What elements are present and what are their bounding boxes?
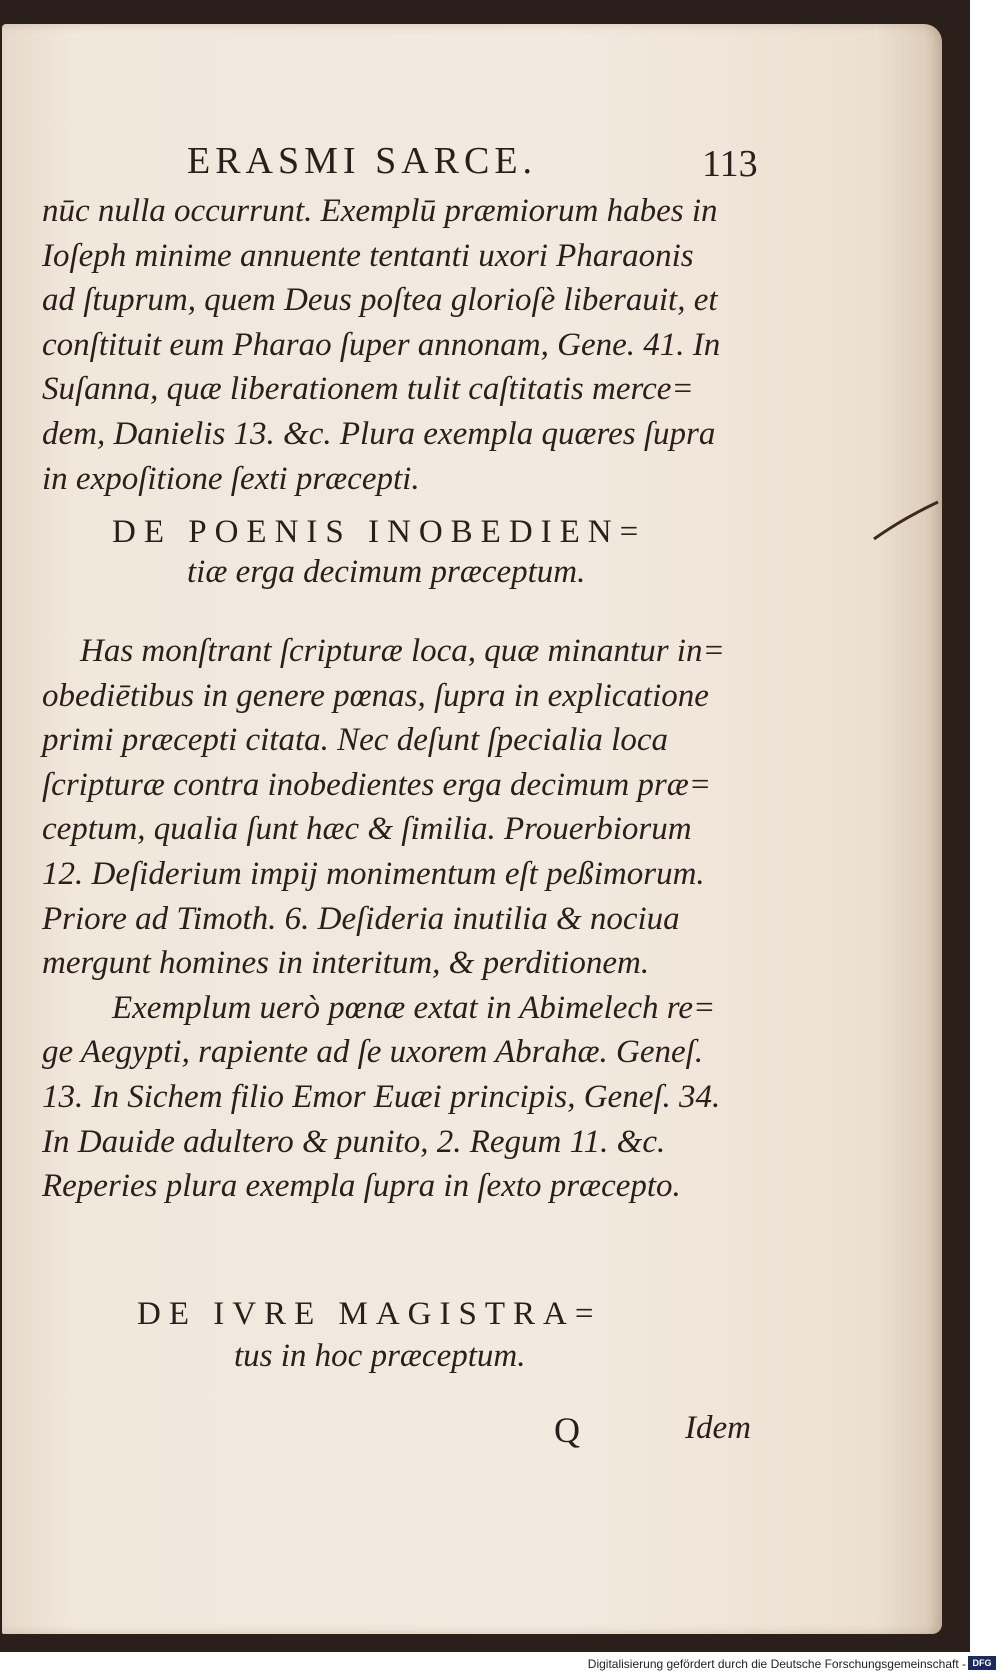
signature-mark: Q bbox=[554, 1410, 580, 1450]
text-line: 13. In Sichem filio Emor Euæi principis, Geneſ. 34. bbox=[42, 1078, 721, 1115]
text-line: In Dauide adultero & punito, 2. Regum 11. &c. bbox=[42, 1123, 666, 1160]
text-line: dem, Danielis 13. &c. Plura exempla quæres ſupra bbox=[42, 415, 716, 452]
text-line: Reperies plura exempla ſupra in ſexto præcepto. bbox=[42, 1168, 681, 1205]
text-line: Priore ad Timoth. 6. Deſideria inutilia & nociua bbox=[42, 900, 680, 937]
margin-ink-mark bbox=[872, 494, 942, 554]
running-head: ERASMI SARCE. bbox=[187, 140, 538, 182]
text-line: mergunt homines in interitum, & perditionem. bbox=[42, 945, 650, 982]
text-line: Has monſtrant ſcripturæ loca, quæ minantur in= bbox=[80, 633, 725, 669]
text-line: conſtituit eum Pharao ſuper annonam, Gene. 41. In bbox=[42, 326, 721, 363]
paragraph-section-2 bbox=[42, 629, 762, 1209]
catchword: Idem bbox=[685, 1410, 751, 1446]
text-line: nūc nulla occurrunt. Exemplū præmiorum habes in bbox=[42, 193, 718, 229]
text-line: 12. Deſiderium impij monimentum eſt peßimorum. bbox=[42, 855, 705, 892]
footer-credit: Digitalisierung gefördert durch die Deutsche Forschungsgemeinschaft - bbox=[587, 1657, 966, 1671]
text-line: ge Aegypti, rapiente ad ſe uxorem Abrahæ. Geneſ. bbox=[42, 1034, 704, 1071]
footer-bar bbox=[0, 1652, 1000, 1676]
section-heading-1: DE POENIS INOBEDIEN= bbox=[112, 514, 647, 550]
text-line: obediētibus in genere pœnas, ſupra in explicatione bbox=[42, 677, 709, 714]
text-line: ad ſtuprum, quem Deus poſtea glorioſè liberauit, et bbox=[42, 282, 718, 319]
text-line: ceptum, qualia ſunt hæc & ſimilia. Prouerbiorum bbox=[42, 811, 692, 848]
paragraph-section-1 bbox=[42, 189, 762, 501]
text-line: primi præcepti citata. Nec deſunt ſpecialia loca bbox=[42, 722, 668, 759]
section-heading-1-sub: tiæ erga decimum præceptum. bbox=[187, 554, 586, 590]
text-line: Exemplum uerò pœnæ extat in Abimelech re= bbox=[112, 989, 716, 1026]
text-line: Suſanna, quæ liberationem tulit caſtitatis merce= bbox=[42, 371, 694, 408]
page-number: 113 bbox=[702, 143, 758, 185]
text-line: Ioſeph minime annuente tentanti uxori Pharaonis bbox=[42, 237, 694, 274]
dfg-logo: DFG bbox=[968, 1656, 996, 1670]
book-page bbox=[2, 24, 942, 1634]
text-line: in expoſitione ſexti præcepti. bbox=[42, 460, 420, 497]
section-heading-2: DE IVRE MAGISTRA= bbox=[137, 1296, 602, 1332]
text-line: ſcripturæ contra inobedientes erga decimum præ= bbox=[42, 766, 712, 803]
section-heading-2-sub: tus in hoc præceptum. bbox=[234, 1338, 526, 1374]
